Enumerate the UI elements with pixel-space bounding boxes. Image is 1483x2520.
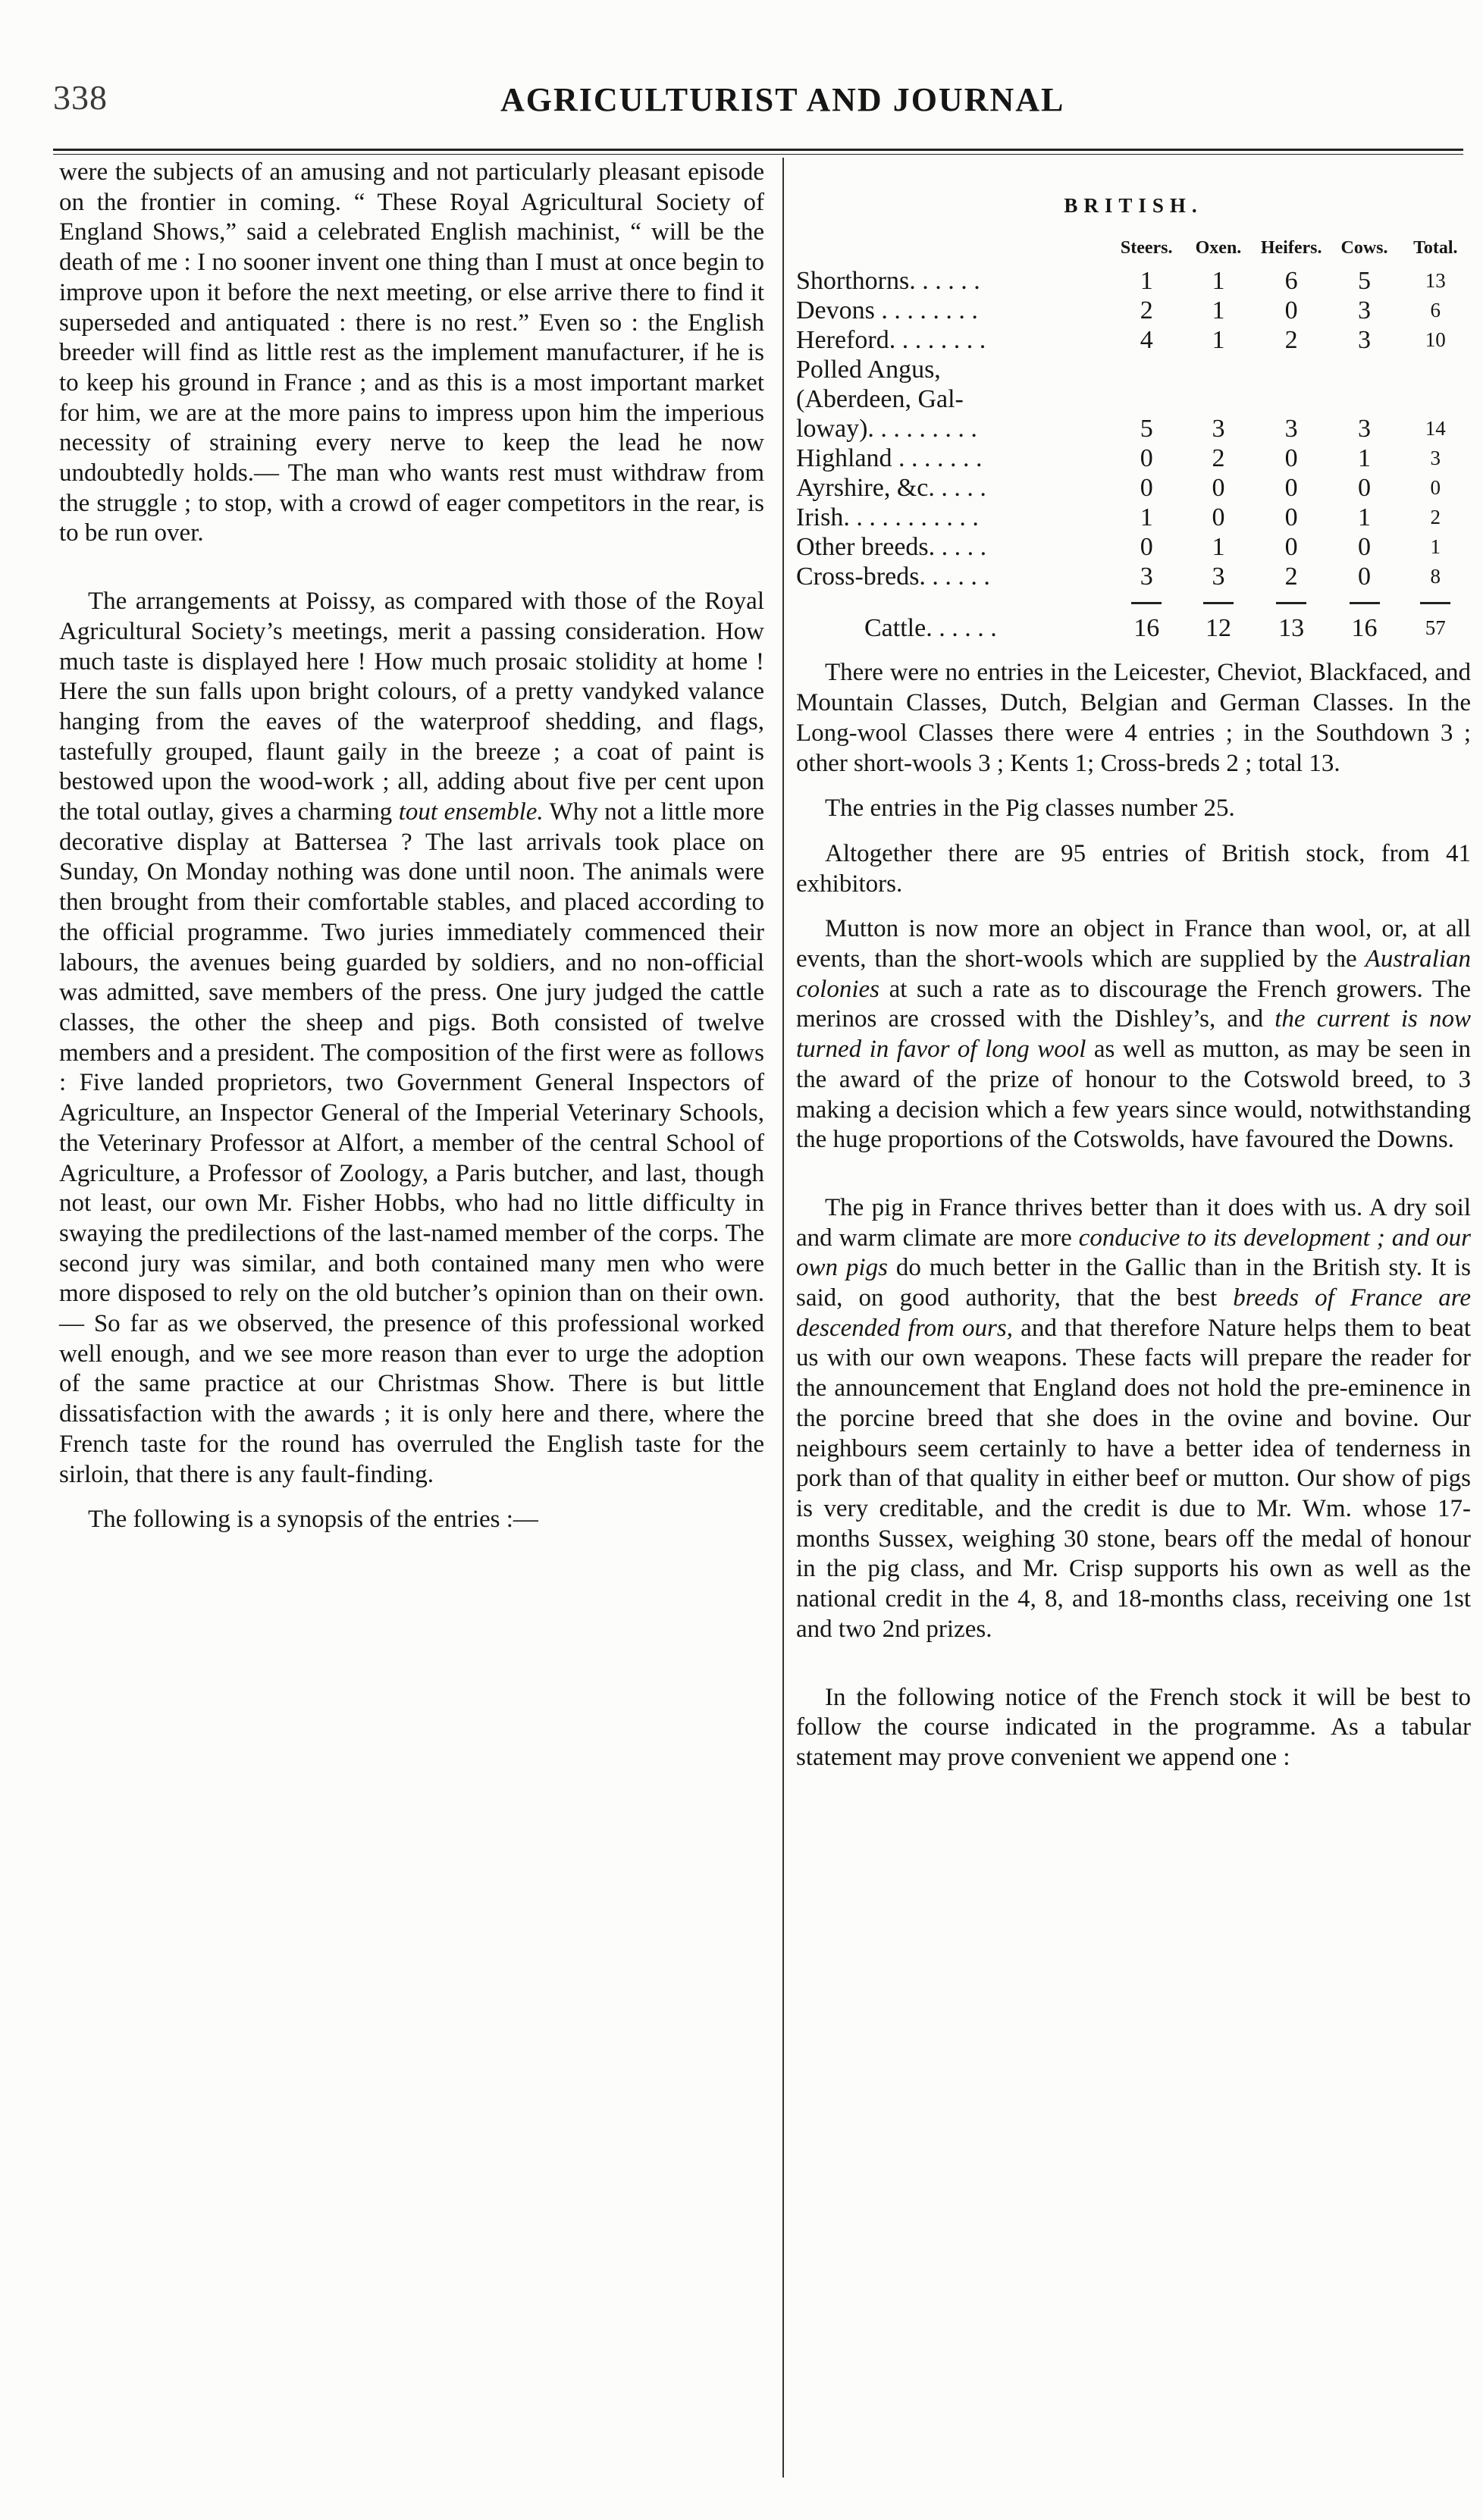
value-cell: 2 <box>1430 506 1441 529</box>
breed-cell: Irish. . . . . . . . . . . <box>796 503 979 532</box>
column-header: Cows. <box>1340 237 1388 258</box>
table-row <box>796 384 1471 414</box>
value-cell <box>1328 384 1400 414</box>
breed-cell: Other breeds. . . . . <box>796 533 987 562</box>
value-cell: 2 <box>1284 563 1298 591</box>
table-row <box>796 325 1471 355</box>
value-cell <box>1254 355 1329 384</box>
value-cell: 1 <box>1430 535 1441 559</box>
value-cell: 1 <box>1140 267 1153 296</box>
value-cell: 1 <box>1212 326 1225 355</box>
value-cell: 0 <box>1284 474 1298 503</box>
value-cell: 4 <box>1140 326 1153 355</box>
value-cell: 3 <box>1212 415 1225 444</box>
value-cell: 5 <box>1140 415 1153 444</box>
column-header: Total. <box>1413 237 1458 258</box>
page-header <box>45 70 1483 130</box>
right-column <box>796 158 1471 1773</box>
running-head: AGRICULTURIST AND JOURNAL <box>500 81 1065 118</box>
value-cell <box>1183 355 1254 384</box>
value-cell: 0 <box>1358 563 1372 591</box>
text-run: as well as mutton, as may be seen in the award of the prize of honour to the Cotswold breed, to 3 making a decision which a few years since would, notwithstanding the huge proportions of the Cotswolds, have favoured the Downs. <box>796 1036 1472 1154</box>
total-rule <box>1131 602 1162 604</box>
breed-cell: Shorthorns. . . . . . <box>796 267 980 296</box>
value-cell: 0 <box>1358 533 1372 562</box>
header-rule <box>53 149 1463 155</box>
total-rule <box>1276 602 1306 604</box>
value-cell: 13 <box>1425 269 1446 293</box>
italic-text: conducive to its development ; and our own pigs <box>796 1224 1471 1282</box>
value-cell: 2 <box>1284 326 1298 355</box>
value-cell: 3 <box>1430 447 1441 470</box>
value-cell: 5 <box>1358 267 1372 296</box>
value-cell <box>1254 384 1329 414</box>
left-column <box>59 158 764 1535</box>
value-cell: 0 <box>1284 444 1298 473</box>
value-cell: 2 <box>1140 296 1153 325</box>
total-rule <box>1420 602 1450 604</box>
table-caption: BRITISH. <box>1064 194 1203 217</box>
breed-cell: loway). . . . . . . . . <box>796 415 977 444</box>
value-cell: 0 <box>1212 503 1225 532</box>
total-value-cell: 16 <box>1133 614 1160 643</box>
paragraph: The entries in the Pig classes number 25. <box>825 795 1235 823</box>
value-cell: 0 <box>1140 533 1153 562</box>
value-cell: 1 <box>1358 503 1372 532</box>
value-cell: 8 <box>1430 565 1441 588</box>
paragraph <box>796 1193 1471 1645</box>
column-header: Oxen. <box>1195 237 1242 258</box>
italic-text: breeds of France are descended from ours, <box>796 1284 1471 1342</box>
value-cell <box>1110 384 1183 414</box>
italic-text: the current is now turned in favor of long wool <box>796 1005 1472 1064</box>
breed-cell: (Aberdeen, Gal- <box>796 385 964 414</box>
text-run: at such a rate as to discourage the French growers. The merinos are crossed with the Dishley’s, and <box>796 975 1471 1033</box>
text-run: do much better in the Gallic than in the British sty. It is said, on good authority, that the best <box>796 1254 1472 1312</box>
value-cell: 14 <box>1425 417 1446 440</box>
value-cell <box>1400 355 1471 384</box>
text-run: The pig in France thrives better than it does with us. A dry soil and warm climate are more <box>796 1193 1471 1252</box>
total-row <box>796 610 1471 643</box>
total-value-cell: 16 <box>1351 614 1378 643</box>
table-row <box>796 414 1471 444</box>
value-cell: 0 <box>1212 474 1225 503</box>
table-row <box>796 296 1471 325</box>
table-row <box>796 266 1471 296</box>
breed-cell: Polled Angus, <box>796 356 941 384</box>
page-number: 338 <box>53 78 108 117</box>
breed-cell: Devons . . . . . . . . <box>796 296 978 325</box>
text-run: The arrangements at Poissy, as compared with those of the Royal Agricultural Society’s meetings, merit a passing consideration. How much taste is displayed here ! How much prosaic stolidity at home ! Here the sun falls upon bright colours, of a pretty vandyked valance hanging from the eaves of the waterproof shedding, and flags, tastefully grouped, flaunt gaily in the breeze ; a coat of paint is bestowed upon the wood-work ; all, adding about five per cent upon the total outlay, gives a charming <box>59 588 764 826</box>
value-cell <box>1183 384 1254 414</box>
breed-cell: Cross-breds. . . . . . <box>796 563 990 591</box>
italic-text: Australian colonies <box>796 945 1472 1003</box>
paragraph <box>59 587 764 1490</box>
breed-cell: Highland . . . . . . . <box>796 444 983 473</box>
total-rule <box>1350 602 1380 604</box>
value-cell: 3 <box>1358 415 1372 444</box>
value-cell: 3 <box>1212 563 1225 591</box>
value-cell <box>1328 355 1400 384</box>
total-label: Cattle. . . . . . <box>864 614 997 643</box>
value-cell: 6 <box>1284 267 1298 296</box>
value-cell: 10 <box>1425 328 1446 352</box>
value-cell: 1 <box>1212 267 1225 296</box>
paragraph: The following is a synopsis of the entries :— <box>88 1506 538 1534</box>
entries-table <box>796 234 1471 644</box>
paragraph: were the subjects of an amusing and not particularly pleasant episode on the frontier in coming. “ These Royal Agricultural Society of England Shows,” said a celebrated English machinist, “ will be the death of me : I no sooner invent one thing than I must at once begin to improve upon it before the next meeting, or else arrive there to find it superseded and antiquated : there is no rest.” Even so : the English breeder will find as little rest as the implement manufacturer, if he is to keep his ground in France ; and as this is a most important market for him, we are at the more pains to impress upon him the imperious necessity of straining every nerve to keep the lead he now undoubtedly holds.— The man who wants rest must withdraw from the struggle ; to stop, with a crowd of eager competitors in the rear, is to be run over. <box>59 158 764 547</box>
value-cell: 3 <box>1358 296 1372 325</box>
value-cell: 1 <box>1212 296 1225 325</box>
value-cell: 1 <box>1140 503 1153 532</box>
value-cell: 0 <box>1284 533 1298 562</box>
value-cell: 1 <box>1212 533 1225 562</box>
table-row <box>796 473 1471 503</box>
paragraph: In the following notice of the French stock it will be best to follow the course indicated in the programme. As a tabular statement may prove convenient we append one : <box>796 1683 1471 1771</box>
paragraph: There were no entries in the Leicester, Cheviot, Blackfaced, and Mountain Classes, Dutch, Belgian and German Classes. In the Long-wool Classes there were 4 entries ; in the Southdown 3 ; other short-wools 3 ; Kents 1; Cross-breds 2 ; total 13. <box>796 659 1471 777</box>
total-value-cell: 12 <box>1205 614 1231 643</box>
breed-cell: Ayrshire, &c. . . . . <box>796 474 986 503</box>
italic-text: tout ensemble. <box>398 798 544 826</box>
table-row <box>796 444 1471 473</box>
value-cell: 0 <box>1140 444 1153 473</box>
table-row <box>796 503 1471 532</box>
total-rule <box>1203 602 1234 604</box>
total-value-cell: 13 <box>1278 614 1305 643</box>
value-cell: 0 <box>1358 474 1372 503</box>
text-run: and that therefore Nature helps them to beat us with our own weapons. These facts will prepare the reader for the announcement that England does not hold the pre-eminence in the porcine breed that she does in the ovine and bovine. Our neighbours seem certainly to have a better idea of tenderness in pork than of that quality in either beef or mutton. Our show of pigs is very creditable, and the credit is due to Mr. Wm. whose 17-months Sussex, weighing 30 stone, bears off the medal of honour in the pig class, and Mr. Crisp supports his own as well as the national credit in the 4, 8, and 18-months class, receiving one 1st and two 2nd prizes. <box>796 1314 1472 1643</box>
value-cell: 1 <box>1358 444 1372 473</box>
total-rule-row <box>796 591 1471 610</box>
table-row <box>796 355 1471 384</box>
paragraph: Altogether there are 95 entries of British stock, from 41 exhibitors. <box>796 839 1471 898</box>
breed-cell: Hereford. . . . . . . . <box>796 326 986 355</box>
total-value-cell: 57 <box>1425 616 1446 640</box>
paragraph <box>796 914 1471 1155</box>
value-cell: 0 <box>1284 503 1298 532</box>
column-divider <box>782 158 784 2478</box>
value-cell: 2 <box>1212 444 1225 473</box>
column-header: Heifers. <box>1260 237 1322 258</box>
column-header: Steers. <box>1120 237 1173 258</box>
value-cell <box>1400 384 1471 414</box>
value-cell: 0 <box>1284 296 1298 325</box>
table-row <box>796 562 1471 591</box>
value-cell: 3 <box>1284 415 1298 444</box>
value-cell: 0 <box>1140 474 1153 503</box>
table-row <box>796 532 1471 562</box>
value-cell: 3 <box>1358 326 1372 355</box>
text-run: Why not a little more decorative display at Battersea ? The last arrivals took place on Sunday, On Monday nothing was done until noon. The animals were then brought from their comfortable stables, and placed according to the official programme. Two juries immediately commenced their labours, the avenues being guarded by soldiers, and no non-official was admitted, save members of the press. One jury judged the cattle classes, the other the sheep and pigs. Both consisted of twelve members and a president. The composition of the first were as follows : Five landed proprietors, two Government General Inspectors of Agriculture, an Inspector General of the Imperial Veterinary Schools, the Veterinary Professor at Alfort, a member of the central School of Agriculture, a Professor of Zoology, a Paris butcher, and last, though not least, our own Mr. Fisher Hobbs, who had no little difficulty in swaying the predilections of the last-named member of the corps. The second jury was similar, and both contained many men who were more disposed to rely on the old butcher’s opinion than on their own.— So far as we observed, the presence of this professional worked well enough, and we see more reason than ever to urge the adoption of the same practice at our Christmas Show. There is but little dissatisfaction with the awards ; it is only here and there, where the French taste for the round has overruled the English taste for the sirloin, that there is any fault-finding. <box>59 798 765 1488</box>
value-cell: 0 <box>1430 476 1441 500</box>
text-run: Mutton is now more an object in France than wool, or, at all events, than the short-wools which are supplied by the <box>796 915 1471 973</box>
value-cell <box>1110 355 1183 384</box>
table-header-row <box>796 234 1471 267</box>
value-cell: 6 <box>1430 299 1441 322</box>
value-cell: 3 <box>1140 563 1153 591</box>
